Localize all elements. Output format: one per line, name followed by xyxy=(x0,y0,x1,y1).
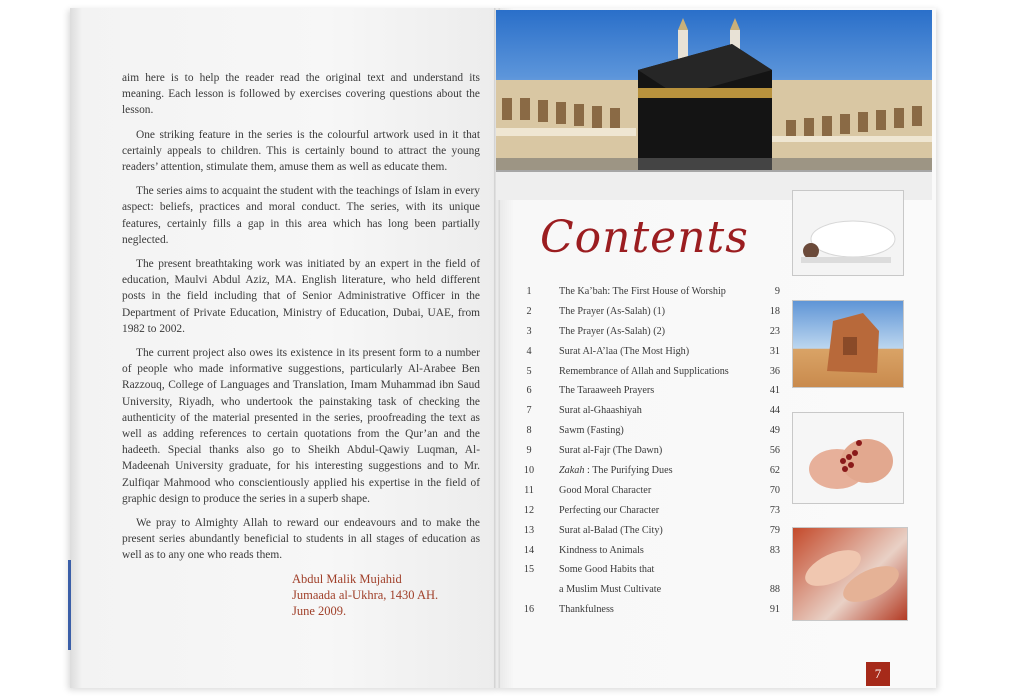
toc-number: 14 xyxy=(523,544,535,556)
toc-number: 13 xyxy=(523,524,535,536)
toc-row xyxy=(518,525,788,545)
toc-page: 70 xyxy=(769,484,780,496)
toc-title: Good Moral Character xyxy=(559,484,652,496)
toc-page: 49 xyxy=(769,425,780,437)
toc-row xyxy=(518,326,788,346)
toc-title: Thankfulness xyxy=(559,604,614,616)
toc-title: Sawm (Fasting) xyxy=(559,425,624,437)
toc-title: The Prayer (As-Salah) (1) xyxy=(559,305,666,317)
toc-title-rest: : The Purifying Dues xyxy=(584,465,673,477)
toc-title: Surat al-Fajr (The Dawn) xyxy=(559,445,663,457)
toc-title: Perfecting our Character xyxy=(559,504,660,516)
toc-number: 16 xyxy=(523,604,535,616)
toc-number: 10 xyxy=(523,465,535,477)
toc-page: 79 xyxy=(769,524,780,536)
rock-tomb-photo xyxy=(792,300,904,388)
toc-title: Surat al-Ghaashiyah xyxy=(559,405,642,417)
toc-title: Surat Al-A’laa (The Most High) xyxy=(559,345,690,357)
toc-page: 23 xyxy=(769,325,780,337)
toc-title: The Prayer (As-Salah) (2) xyxy=(559,325,666,337)
hijri-date: Jumaada al-Ukhra, 1430 AH. xyxy=(292,588,439,602)
toc-number: 7 xyxy=(526,405,532,417)
toc-page: 91 xyxy=(769,604,780,616)
paragraph: The present breathtaking work was initiated by an expert in the field of education, Maulvi Abdul Aziz, MA. English literature, who held different posts in the field including that of Senior Administrative Officer in the Department of Private Education, Ministry of Education, Dubai, UAE, from 1982 to 2002. xyxy=(122,258,480,335)
toc-row xyxy=(518,584,788,604)
toc-number: 8 xyxy=(526,425,532,437)
toc-page: 36 xyxy=(769,365,780,377)
toc-row xyxy=(518,465,788,485)
toc-title: The Ka’bah: The First House of Worship xyxy=(559,286,726,297)
toc-page: 73 xyxy=(769,504,780,516)
toc-title: Some Good Habits that xyxy=(559,564,655,576)
toc-page: 83 xyxy=(769,544,780,556)
toc-row xyxy=(518,485,788,505)
toc-row xyxy=(518,405,788,425)
toc-title: a Muslim Must Cultivate xyxy=(559,584,662,596)
toc-row xyxy=(518,545,788,565)
toc-row xyxy=(518,286,788,306)
toc-page: 31 xyxy=(769,345,780,357)
toc-page: 9 xyxy=(774,286,780,297)
signature-block xyxy=(292,571,438,619)
toc-row xyxy=(518,425,788,445)
toc-number: 6 xyxy=(526,385,532,397)
toc-title-italic: Zakah xyxy=(559,465,585,477)
page-number-badge: 7 xyxy=(866,662,890,686)
paragraph: The current project also owes its existence in its present form to a number of people who made informative suggestions, particularly Al-Arabee Ben Razzouq, College of Languages and Translation, Imam Muhammad ibn Saud University, Riyadh, who undertook the painstaking task of checking the authenticity of the material presented in the series, proofreading the text as well as adding references to certain quotations from the Qur’an and the hadeeth. Special thanks also go to Sheikh Abdul-Qawiy Luqman, Al-Madeenah University graduate, for his interesting suggestions and to Mr. Zulfiqar Mahmood who conscientiously applied his expertise in the field of graphic design to produce the series in a superb shape. xyxy=(122,347,480,505)
paragraph: aim here is to help the reader read the original text and understand its meaning. Each lesson is followed by exercises covering questions about the lesson. xyxy=(122,72,480,117)
toc-row xyxy=(518,346,788,366)
toc-row xyxy=(518,306,788,326)
toc-row xyxy=(518,505,788,525)
toc-number: 15 xyxy=(523,564,535,576)
paragraph: One striking feature in the series is the colourful artwork used in it that certainly appeals to children. This is certainly bound to attract the young readers’ attention, stimulate them, amuse them as well as educate them. xyxy=(122,128,480,174)
toc-title: The Taraaweeh Prayers xyxy=(559,385,655,397)
toc-page: 44 xyxy=(769,405,780,417)
helping-hands-photo xyxy=(792,527,908,621)
toc-row xyxy=(518,445,788,465)
hands-prayer-beads-photo xyxy=(792,412,904,504)
paragraph: We pray to Almighty Allah to reward our endeavours and to make the present series abundantly beneficial to students in all stages of education as well as to any one who reads them. xyxy=(122,517,480,562)
toc-number: 11 xyxy=(524,484,534,496)
toc-number: 2 xyxy=(526,305,532,317)
table-of-contents xyxy=(518,286,788,624)
page-edge-marker xyxy=(68,560,71,650)
toc-title: Remembrance of Allah and Supplications xyxy=(559,365,729,377)
toc-row xyxy=(518,564,788,584)
author-name: Abdul Malik Mujahid xyxy=(292,572,402,586)
toc-number: 9 xyxy=(526,445,532,457)
contents-title: Contents xyxy=(540,212,749,263)
paragraph: The series aims to acquaint the student with the teachings of Islam in every aspect: beliefs, practices and moral conduct. The series, with its unique features, certainly fills a gap in this area which has long been partially neglected. xyxy=(122,185,480,246)
toc-title xyxy=(559,465,673,476)
toc-page: 62 xyxy=(769,465,780,477)
gregorian-date: June 2009. xyxy=(292,604,347,618)
toc-title: Kindness to Animals xyxy=(559,544,644,556)
toc-title: Surat al-Balad (The City) xyxy=(559,524,663,536)
toc-number: 12 xyxy=(523,504,535,516)
toc-number: 1 xyxy=(526,286,532,297)
toc-number: 3 xyxy=(526,325,532,337)
foreword-text xyxy=(122,70,480,572)
toc-row xyxy=(518,604,788,624)
toc-row xyxy=(518,385,788,405)
prayer-prostration-photo xyxy=(792,190,904,276)
toc-page: 88 xyxy=(769,584,780,596)
toc-number: 5 xyxy=(526,365,532,377)
toc-page: 41 xyxy=(769,385,780,397)
toc-row xyxy=(518,366,788,386)
toc-page: 56 xyxy=(769,445,780,457)
toc-number: 4 xyxy=(526,345,532,357)
kaaba-photo xyxy=(496,10,932,200)
toc-page: 18 xyxy=(769,305,780,317)
